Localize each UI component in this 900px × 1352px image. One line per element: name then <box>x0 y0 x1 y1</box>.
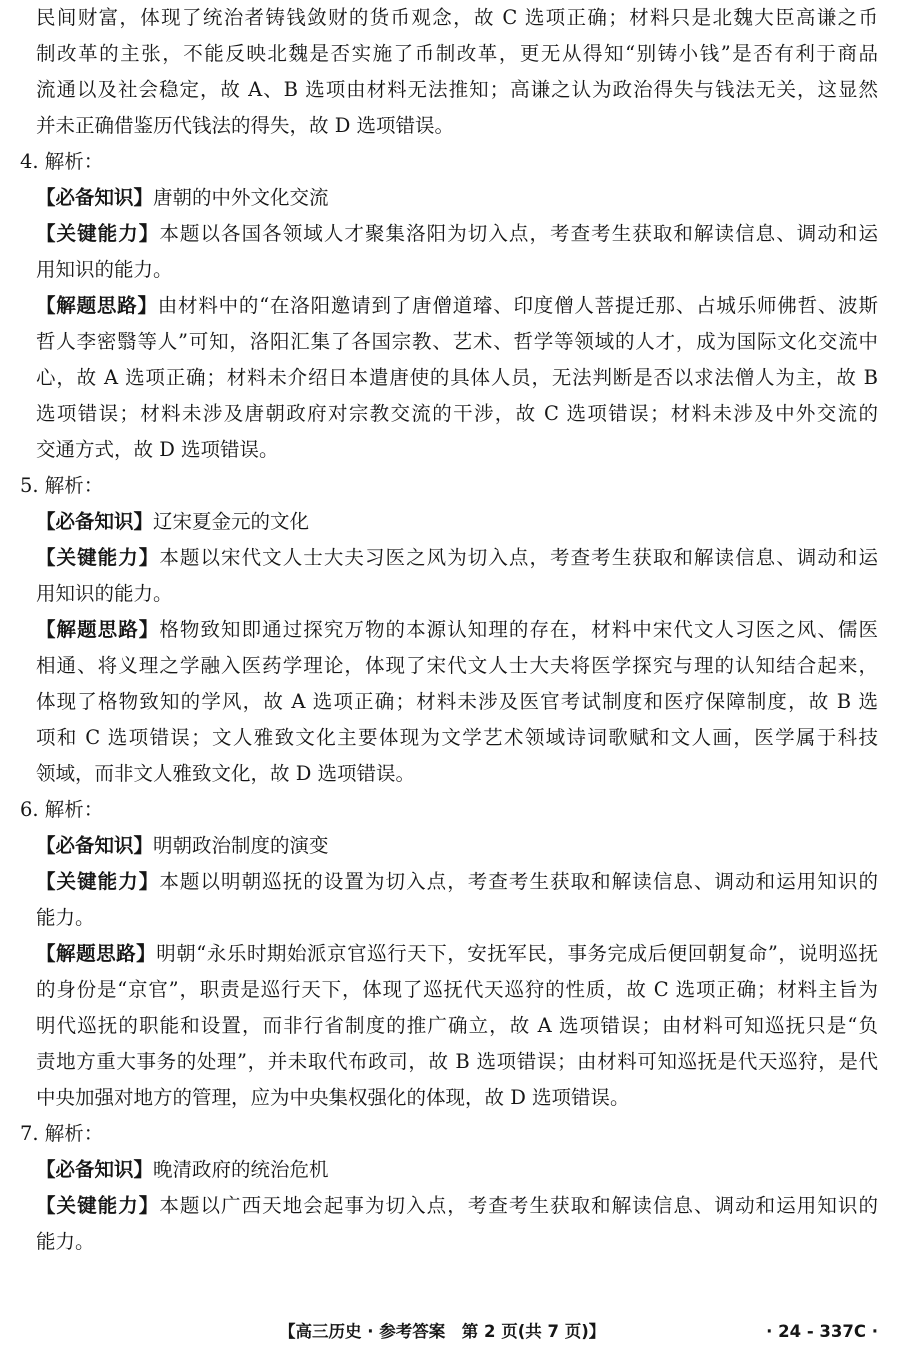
paragraph-line: 责地方重大事务的处理”，并未取代布政司，故 B 选项错误；由材料可知巡抚是代天巡狩，是代 <box>36 1050 878 1073</box>
key-ability: 【关键能力】本题以明朝巡抚的设置为切入点，考查考生获取和解读信息、调动和运用知识的 <box>36 870 878 893</box>
solution-approach: 【解题思路】格物致知即通过探究万物的本源认知理的存在，材料中宋代文人习医之风、儒医 <box>36 618 878 641</box>
question-number: 7. 解析： <box>20 1122 104 1145</box>
paragraph-line: 流通以及社会稳定，故 A、B 选项由材料无法推知；高谦之认为政治得失与钱法无关，这显然 <box>36 78 878 101</box>
question-number: 4. 解析： <box>20 150 104 173</box>
paragraph-line: 能力。 <box>36 906 95 929</box>
paragraph-line: 明代巡抚的职能和设置，而非行省制度的推广确立，故 A 选项错误；由材料可知巡抚只是“负 <box>36 1014 878 1037</box>
paragraph-line: 中央加强对地方的管理，应为中央集权强化的体现，故 D 选项错误。 <box>36 1086 630 1109</box>
paragraph-line: 用知识的能力。 <box>36 582 173 605</box>
solution-approach: 【解题思路】由材料中的“在洛阳邀请到了唐僧道璿、印度僧人菩提迁那、占城乐师佛哲、波斯 <box>36 294 878 317</box>
key-ability: 【关键能力】本题以各国各领域人才聚集洛阳为切入点，考查考生获取和解读信息、调动和运 <box>36 222 878 245</box>
page-footer <box>0 1320 900 1344</box>
paragraph-line: 哲人李密翳等人”可知，洛阳汇集了各国宗教、艺术、哲学等领域的人才，成为国际文化交流中 <box>36 330 878 353</box>
paragraph-line: 领域，而非文人雅致文化，故 D 选项错误。 <box>36 762 416 785</box>
key-ability: 【关键能力】本题以宋代文人士大夫习医之风为切入点，考查考生获取和解读信息、调动和运 <box>36 546 878 569</box>
paragraph-line: 并未正确借鉴历代钱法的得失，故 D 选项错误。 <box>36 114 455 137</box>
paragraph-line: 民间财富，体现了统治者铸钱敛财的货币观念，故 C 选项正确；材料只是北魏大臣高谦之币 <box>36 6 878 29</box>
key-ability: 【关键能力】本题以广西天地会起事为切入点，考查考生获取和解读信息、调动和运用知识的 <box>36 1194 878 1217</box>
paragraph-line: 的身份是“京官”，职责是巡行天下，体现了巡抚代天巡狩的性质，故 C 选项正确；材料主旨为 <box>36 978 878 1001</box>
question-number: 5. 解析： <box>20 474 104 497</box>
footer-page-info: 【高三历史 · 参考答案 第 2 页(共 7 页)】 <box>279 1322 606 1341</box>
paragraph-line: 相通、将义理之学融入医药学理论，体现了宋代文人士大夫将医学探究与理的认知结合起来， <box>36 654 878 677</box>
question-number: 6. 解析： <box>20 798 104 821</box>
paragraph-line: 用知识的能力。 <box>36 258 173 281</box>
paragraph-line: 项和 C 选项错误；文人雅致文化主要体现为文学艺术领域诗词歌赋和文人画，医学属于科技 <box>36 726 878 749</box>
required-knowledge: 【必备知识】明朝政治制度的演变 <box>36 834 329 857</box>
footer-doc-code: · 24 - 337C · <box>766 1322 878 1341</box>
paragraph-line: 交通方式，故 D 选项错误。 <box>36 438 279 461</box>
solution-approach: 【解题思路】明朝“永乐时期始派京官巡行天下，安抚军民，事务完成后便回朝复命”，说明巡抚 <box>36 942 878 965</box>
paragraph-line: 能力。 <box>36 1230 95 1253</box>
required-knowledge: 【必备知识】唐朝的中外文化交流 <box>36 186 329 209</box>
paragraph-line: 选项错误；材料未涉及唐朝政府对宗教交流的干涉，故 C 选项错误；材料未涉及中外交流的 <box>36 402 878 425</box>
required-knowledge: 【必备知识】辽宋夏金元的文化 <box>36 510 310 533</box>
required-knowledge: 【必备知识】晚清政府的统治危机 <box>36 1158 329 1181</box>
paragraph-line: 体现了格物致知的学风，故 A 选项正确；材料未涉及医官考试制度和医疗保障制度，故 B 选 <box>36 690 878 713</box>
paragraph-line: 心，故 A 选项正确；材料未介绍日本遣唐使的具体人员，无法判断是否以求法僧人为主，故 B <box>36 366 878 389</box>
paragraph-line: 制改革的主张，不能反映北魏是否实施了币制改革，更无从得知“别铸小钱”是否有利于商品 <box>36 42 878 65</box>
